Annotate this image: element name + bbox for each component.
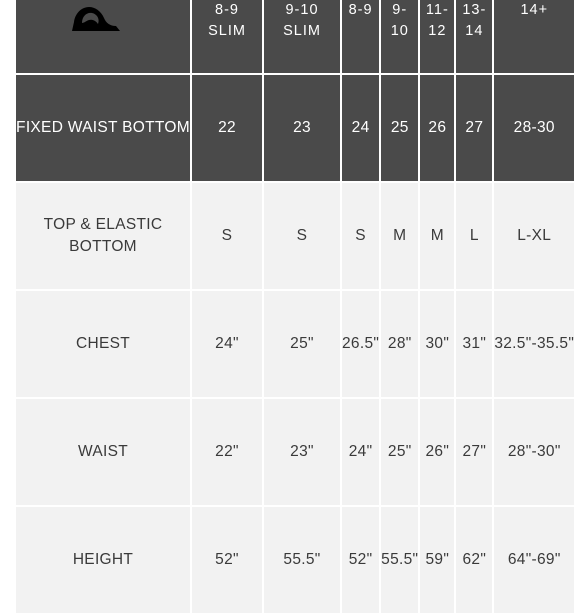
cell-text: WAIST: [77, 443, 128, 461]
cell-text: CHEST: [75, 335, 131, 353]
cell-text: 13-: [462, 2, 487, 18]
cell-value: 22: [218, 119, 236, 137]
table-cell: [381, 399, 418, 505]
cell-value: L: [469, 227, 479, 245]
table-cell: [494, 399, 574, 505]
quiksilver-mountain-wave-logo-icon: [70, 4, 122, 34]
cell-value: 59": [425, 551, 450, 569]
cell-text: 9-10: [285, 2, 319, 18]
cell-text: BOTTOM: [69, 238, 137, 255]
table-cell: [381, 291, 418, 397]
size-table: [14, 0, 576, 615]
table-cell: [494, 507, 574, 613]
cell-value: 25": [387, 443, 412, 461]
column-header: [264, 0, 340, 73]
cell-value: 26: [428, 119, 447, 137]
table-cell: [342, 507, 379, 613]
table-cell: [342, 399, 379, 505]
table-cell: [381, 507, 418, 613]
cell-value: 26": [425, 443, 450, 461]
table-cell: [192, 399, 262, 505]
table-cell: [420, 507, 454, 613]
cell-text: 14: [465, 23, 484, 40]
table-cell: [456, 507, 492, 613]
cell-text: 11-: [425, 2, 449, 18]
column-header: [456, 0, 492, 73]
table-cell: [192, 75, 262, 181]
column-header: [342, 0, 379, 73]
cell-value: 55.5": [381, 551, 419, 569]
cell-value: 24": [215, 335, 239, 353]
column-header: [494, 0, 574, 73]
table-row: [16, 291, 574, 397]
table-cell: [192, 507, 262, 613]
table-row: [16, 75, 574, 181]
cell-value: 25": [290, 335, 314, 353]
cell-value: S: [221, 227, 233, 245]
table-row: [16, 507, 574, 613]
table-cell: [381, 75, 418, 181]
table-cell: [264, 291, 340, 397]
table-cell: [420, 183, 454, 289]
cell-value: 25: [390, 119, 409, 137]
cell-value: 23: [293, 119, 311, 137]
table-cell: [456, 75, 492, 181]
table-cell: [342, 75, 379, 181]
cell-text: SLIM: [208, 23, 246, 40]
row-label: [16, 75, 190, 181]
row-label: [16, 399, 190, 505]
table-cell: [192, 183, 262, 289]
cell-value: 55.5": [283, 551, 321, 569]
table-cell: [264, 75, 340, 181]
cell-text: 14+: [520, 2, 549, 18]
table-cell: [456, 291, 492, 397]
cell-value: L-XL: [517, 227, 552, 245]
cell-value: 52": [215, 551, 239, 569]
cell-value: 64"-69": [507, 551, 561, 569]
table-cell: [192, 291, 262, 397]
cell-value: S: [355, 227, 366, 245]
table-cell: [420, 291, 454, 397]
cell-text: 8-9: [215, 2, 239, 18]
table-cell: [456, 183, 492, 289]
cell-text: 9-: [392, 2, 408, 18]
table-cell: [264, 507, 340, 613]
cell-value: 28-30: [513, 119, 555, 137]
cell-value: 62": [462, 551, 487, 569]
cell-value: 26.5": [342, 335, 380, 353]
cell-value: 22": [215, 443, 239, 461]
table-cell: [494, 75, 574, 181]
cell-text: FIXED WAIST BOTTOM: [16, 119, 190, 137]
cell-value: 27: [465, 119, 484, 137]
cell-text: 12: [428, 23, 447, 40]
header-row: [16, 0, 574, 73]
cell-value: 27": [462, 443, 487, 461]
cell-value: 28"-30": [507, 443, 561, 461]
row-label: [16, 507, 190, 613]
table-cell: [264, 399, 340, 505]
cell-text: HEIGHT: [72, 551, 134, 569]
table-cell: [342, 291, 379, 397]
row-label: [16, 183, 190, 289]
cell-text: TOP & ELASTIC: [43, 216, 163, 234]
table-cell: [456, 399, 492, 505]
cell-value: 23": [290, 443, 314, 461]
table-cell: [342, 183, 379, 289]
table-cell: [420, 399, 454, 505]
table-row: [16, 183, 574, 289]
cell-text: SLIM: [283, 23, 321, 40]
logo-cell: [16, 0, 190, 73]
cell-value: 32.5"-35.5": [494, 335, 575, 353]
cell-value: M: [393, 227, 407, 245]
cell-value: 52": [348, 551, 373, 569]
cell-text: 8-9: [348, 2, 373, 18]
table-cell: [494, 291, 574, 397]
cell-value: 24: [351, 119, 370, 137]
column-header: [381, 0, 418, 73]
table-cell: [381, 183, 418, 289]
cell-text: 10: [390, 23, 409, 40]
column-header: [192, 0, 262, 73]
table-row: [16, 399, 574, 505]
table-cell: [494, 183, 574, 289]
column-header: [420, 0, 454, 73]
cell-value: 31": [462, 335, 487, 353]
cell-value: S: [296, 227, 308, 245]
table-cell: [264, 183, 340, 289]
row-label: [16, 291, 190, 397]
cell-value: 30": [425, 335, 450, 353]
cell-value: 24": [348, 443, 373, 461]
cell-value: M: [430, 227, 444, 245]
table-cell: [420, 75, 454, 181]
cell-value: 28": [387, 335, 412, 353]
